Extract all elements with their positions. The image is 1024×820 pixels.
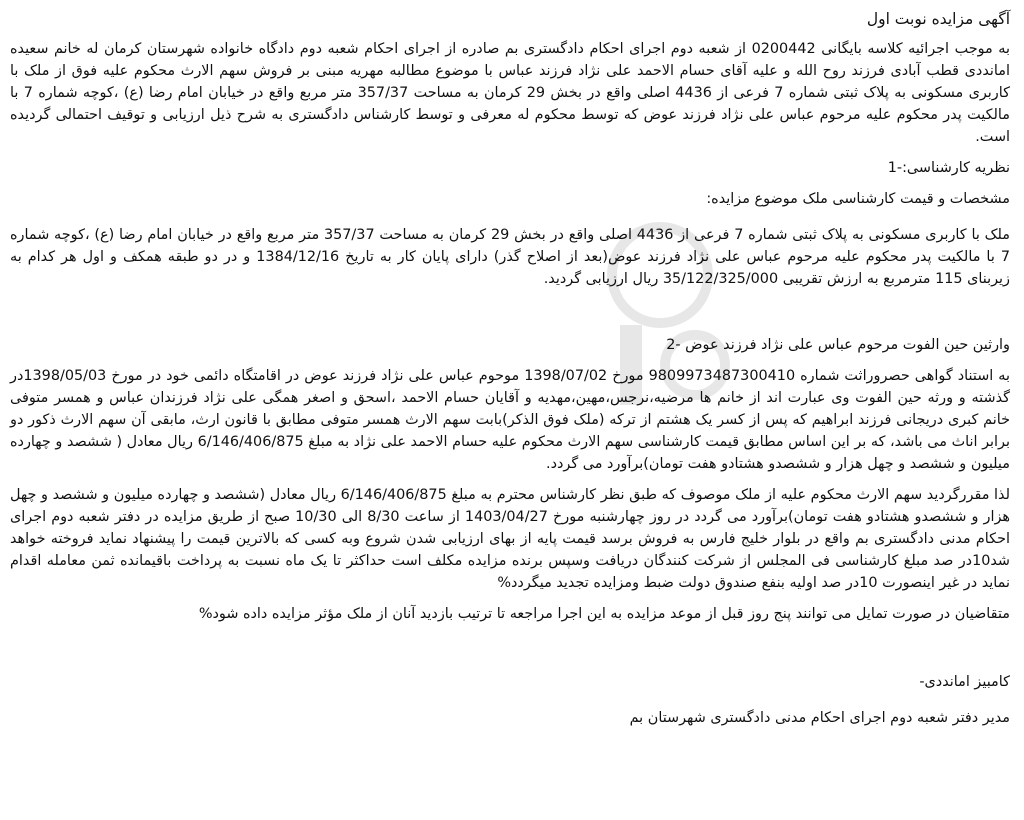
signer-name: کامبیز امانددی-: [919, 674, 1010, 690]
expert-opinion-heading: نظریه کارشناسی:-1: [887, 160, 1010, 176]
visit-paragraph: متقاضیان در صورت تمایل می توانند پنج روز قبل از موعد مزایده به این اجرا مراجعه تا ترتیب بازدید آنان از ملک مؤثر مزایده داده شود%: [198, 606, 1010, 622]
intro-paragraph: به موجب اجرائیه کلاسه بایگانی 0200442 از شعبه دوم اجرای احکام دادگستری بم صادره از اجرای احکام شعبه دوم دادگاه خانواده شهرستان کرمان له خانم سعیده امانددی قطب آبادی فرزند روح الله و علیه آقای حسام الاحمد علی نژاد فرزند عباس با موضوع مطالبه مهریه مبنی بر فروش سهم الارث محکوم علیه فوق از ملک با کاربری مسکونی به پلاک ثبتی شماره 7 فرعی از 4436 اصلی واقع در بخش 29 کرمان به مساحت 357/37 متر مربع واقع در خیابان امام رضا (ع) ،کوچه شماره 7 با مالکیت پدر محکوم علیه مرحوم عباس علی نژاد فرزند عوض که توسط محکوم له معرفی و توسط کارشناس دادگستری به شرح ذیل ارزیابی و توقیف احتمالی گردیده است.: [10, 41, 1010, 145]
notice-title: آگهی مزایده نوبت اول: [866, 10, 1010, 28]
heirs-paragraph: به استناد گواهی حصروراثت شماره 9809973487300410 مورخ 1398/07/02 موحوم عباس علی نژاد فرزند عوض در اقامتگاه دائمی خود در مورخ 1398/05/03در گذشته و ورثه حین الفوت وی عبارت اند از خانم ها مرضیه،نرجس،مهین،مهدیه و آقایان حسام الاحمد ،اسحق و اصغر همگی علی نژاد فرزندان عباس و همسر متوفی خانم کبری دریجانی فرزند ابراهیم که پس از کسر یک هشتم از ترکه (ملک فوق الذکر)بابت سهم الارث همسر متوفی مطابق با قانون ارث، مابقی آن سهم الارث ذکور دو برابر اناث می باشد، که بر این اساس مطابق قیمت کارشناسی سهم الارث محکوم علیه حسام الاحمد علی نژاد به مبلغ 6/146/406/875 ریال معادل ( ششصد و چهارده میلیون و ششصد و چهل هزار و ششصدو هشتادو هفت تومان)برآورد می گردد.: [10, 368, 1010, 472]
property-specs-paragraph: ملک با کاربری مسکونی به پلاک ثبتی شماره 7 فرعی از 4436 اصلی واقع در بخش 29 کرمان به مساحت 357/37 متر مربع واقع در خیابان امام رضا (ع) ،کوچه شماره 7 با مالکیت پدر محکوم علیه مرحوم عباس علی نژاد فرزند عوض(بعد از اصلاح گذر) دارای پایان کار به تاریخ 1384/12/16 و در دو طبقه همکف و اول هر کدام به زیربنای 115 مترمربع به ارزش تقریبی 35/122/325/000 ریال ارزیابی گردید.: [10, 227, 1010, 287]
auction-terms-paragraph: لذا مقررگردید سهم الارث محکوم علیه از ملک موصوف که طبق نظر کارشناس محترم به مبلغ 6/146/406/875 ریال معادل (ششصد و چهارده میلیون و ششصد و چهل هزار و ششصدو هشتادو هفت تومان)برآورد می گردد در روز چهارشنبه مورخ 1403/04/27 از ساعت 8/30 الی 10/30 صبح از طریق مزایده در دفتر شعبه دوم اجرای احکام مدنی دادگستری بم واقع در بلوار خلیج فارس به فروش برسد قیمت پایه از بهای ارزیابی شدن شروع وبه کسی که بالاترین قیمت را پیشنهاد نماید فروخته خواهد شد10در صد مبلغ کارشناسی فی المجلس از شرکت کنندگان دریافت وسپس برنده مزایده مکلف است حداکثر تا یک ماه نسبت به پرداخت باقیمانده ثمن معامله اقدام نماید در غیر اینصورت 10در صد اولیه بنفع صندوق دولت ضبط ومزایده تجدید میگردد%: [10, 487, 1010, 591]
property-specs-heading: مشخصات و قیمت کارشناسی ملک موضوع مزایده:: [706, 191, 1010, 207]
signer-title: مدیر دفتر شعبه دوم اجرای احکام مدنی دادگستری شهرستان بم: [629, 710, 1010, 726]
heirs-heading: وارثین حین الفوت مرحوم عباس علی نژاد فرزند عوض -2: [666, 337, 1010, 353]
